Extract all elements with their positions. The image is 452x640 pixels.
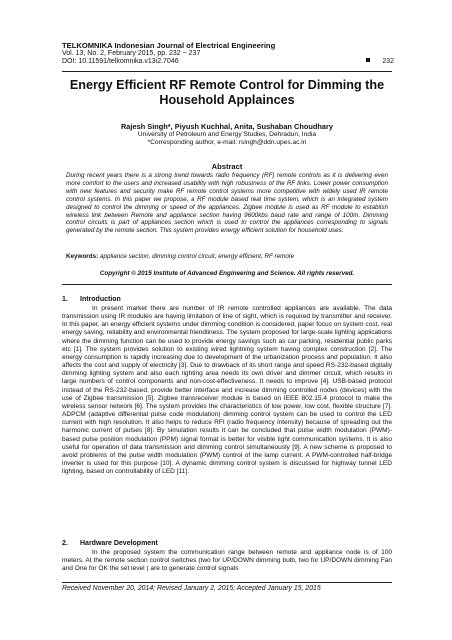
volume-info: Vol. 13, No. 2, February 2015, pp. 232 ~ 237 [62,50,201,57]
abstract-heading: Abstract [211,162,243,171]
section-1-heading [62,296,392,303]
page-number-value: 232 [382,58,394,65]
received-dates: Received November 20, 2014; Revised January 2, 2015; Accepted January 15, 2015 [62,585,321,592]
section-2-title: Hardware Development [80,540,158,547]
section-1-title: Introduction [80,296,121,303]
corresponding-author: *Corresponding author, e-mail: rsingh@ddn.upes.ac.in [147,139,307,146]
page-number [366,58,394,65]
section-2-text: In the proposed system the communication range between remote and appliance node is of 100 meters. At the remote section control switches (two for UP/DOWN dimming bulb, two for UP/DOWN dimming Fan and One for OK the set level ) are to generate control signals [62,549,392,573]
authors: Rajesh Singh*, Piyush Kuchhal, Anita, Sushaban Choudhary [120,122,334,131]
keywords-label: Keywords: [66,253,99,260]
keywords [66,253,388,260]
paper-title: Energy Efficient RF Remote Control for Dimming the Household Applainces [69,78,385,107]
section-2-number: 2. [62,540,68,547]
copyright: Copyright © 2015 Institute of Advanced Engineering and Science. All rights reserved. [99,270,355,277]
header-rule [62,71,392,72]
keywords-text: appliance section, dimming control circuit, energy efficient, RF remote [99,253,295,260]
journal-header [62,41,392,67]
abstract-text: During recent years there is a strong trend towards radio frequency (RF) remote controls as it is delivering even more comfort to the users and increased usability with high robustness of the RF links. Lower power consumption with new features and security make RF remote control systems more competitive with widely used IR remote control systems. In this paper we propose, a RF module based real time system, which is an integrated system designed to control the dimming or speed of the appliances. Zigbee module is used as RF module to establish wireless link between Remote and appliance section having 9600kbs baud rate and range of 100m. Dimming control circuits is part of appliances section which is used to control the appliances corresponding to signals generated by the remote section. This system provides energy efficient solution for household uses. [66,172,388,235]
square-bullet-icon [366,58,370,62]
affiliation: University of Petroleum and Energy Studies, Dehradun, India [137,131,317,138]
doi: DOI: 10.11591/telkomnika.v13i2.7046 [62,58,179,66]
section-1-number: 1. [62,296,68,303]
copyright-rule [62,284,392,285]
section-2-heading [62,540,392,547]
affiliation-block [62,131,392,147]
section-1-text: In present market there are number of IR remote controlled appliances are available. The data transmission using IR modules are having limitation of line of sight, which is required by transmitter and receiver. In this paper, an energy efficient systems under dimming condition is considered, paper focus on system cost, real energy saving, reliability and environmental friendliness. The system proposed for large-scale lighting applications where the dimming function can be used to provide energy savings such as car parking, residential public parks etc [1]. The system provides solution to existing wired lightning system having complex construction [2]. The energy consumption is rapidly increasing due to development of the urbanization process and population. It also affects the cost and supply of electricity [3]. Due to drawback of its short range and speed RS-232-based digitally dimming lighting system and also each lighting area needs its own driver and dimmer circuit, which results in large numbers of control components and non-cost-effectiveness. It needs to improve [4]. USB-based protocol instead of the RS-232-based, provide better interface and increase dimming controlled nodes (devices) with the use of Zigbee transmission [5]. Zigbee transreceiver module is based on IEEE 802.15.4 protocol to make the wireless sensor network [6]. The system provides the characteristics of low power, low cost, flexible structure [7]. ADPCM (adaptive differential pulse code modulation) dimming control system can be used to control the LED current with high resolution. It also helps to reduce RFI (radio frequency intensity) because of spreading out the harmonic current of pulses [8]. By simulation results it can be concluded that pulse width modulation (PWM)-based pulse position modulation (PPM) signal format is better for visible light communication systems. It is also useful for operation of data transmission and dimming control simultaneously [9]. A new scheme is proposed to avoid problems of the pulse width modulation (PWM) control of the lamp current. A PWM-controlled half-bridge inverter is used for this purpose [10]. A dynamic dimming control system is discussed for highway tunnel LED lighting, based on controllability of LED [11]. [62,305,392,476]
footer-rule [62,582,392,583]
journal-name: TELKOMNIKA Indonesian Journal of Electrical Engineering [62,41,276,50]
